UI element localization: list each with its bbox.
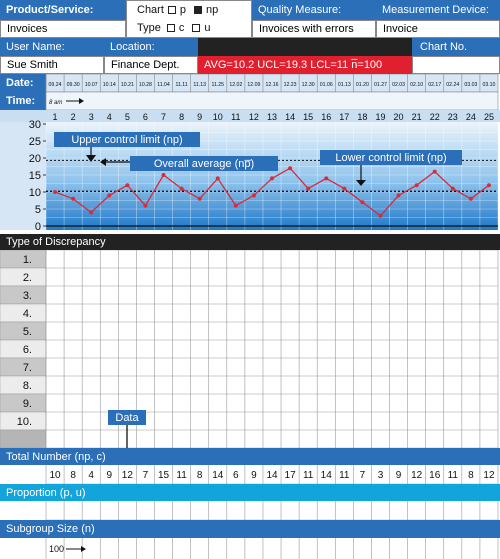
total-value: 11	[302, 470, 314, 481]
date-cell: 01.20	[355, 82, 369, 88]
column-number: 7	[161, 112, 167, 122]
column-number: 14	[285, 112, 296, 122]
date-cell: 12.02	[229, 82, 243, 88]
column-number: 19	[375, 112, 386, 122]
total-value: 9	[106, 470, 113, 481]
data-point	[107, 193, 111, 197]
row-number: 6.	[22, 344, 32, 356]
user-value: Sue Smith	[0, 56, 104, 74]
data-point	[324, 176, 328, 180]
data-point	[270, 176, 274, 180]
column-number: 1	[52, 112, 58, 122]
checkbox-c[interactable]	[167, 24, 175, 32]
type-opt-c: c	[178, 22, 185, 34]
total-value: 14	[266, 470, 278, 481]
column-number: 24	[465, 112, 476, 122]
data-point	[89, 210, 93, 214]
y-tick-label: 10	[28, 187, 41, 199]
y-tick-label: 0	[34, 221, 41, 230]
column-number: 11	[231, 112, 241, 122]
column-number: 12	[248, 112, 259, 122]
data-point	[378, 214, 382, 218]
proportion-label: Proportion (p, u)	[0, 484, 500, 501]
product-value: Invoices	[0, 20, 126, 38]
date-cell: 11.04	[157, 82, 170, 88]
data-point	[342, 187, 346, 191]
data-point	[469, 197, 473, 201]
column-number: 20	[393, 112, 404, 122]
row-number: 5.	[22, 326, 32, 338]
total-value: 12	[411, 470, 423, 481]
total-value: 12	[483, 470, 495, 481]
total-value: 14	[212, 470, 224, 481]
total-value: 12	[121, 470, 133, 481]
date-cell: 01.13	[337, 82, 351, 88]
date-cell: 02.24	[446, 82, 460, 88]
date-cell: 03.03	[464, 82, 478, 88]
data-point	[180, 187, 184, 191]
total-value: 8	[70, 470, 76, 481]
date-cell: 11.25	[211, 82, 225, 88]
chart-opt-p: p	[179, 4, 187, 16]
chartno-value[interactable]	[412, 56, 500, 74]
y-tick-label: 25	[28, 136, 41, 148]
data-point	[433, 170, 437, 174]
row-number: 7.	[22, 362, 32, 374]
date-cell: 01.06	[319, 82, 333, 88]
column-number: 8	[179, 112, 185, 122]
type-opt-u: u	[204, 22, 211, 34]
time-value: 8 am	[49, 100, 63, 106]
device-value: Invoice	[376, 20, 500, 38]
column-number: 16	[321, 112, 332, 122]
column-number: 5	[124, 112, 130, 122]
user-label: User Name:	[0, 38, 104, 56]
dark-bar	[198, 38, 412, 56]
row-number: 8.	[22, 380, 32, 392]
date-cell: 12.23	[283, 82, 297, 88]
date-cell: 10.07	[84, 82, 98, 88]
row-number: 9.	[22, 398, 32, 410]
date-cell: 02.17	[428, 82, 442, 88]
time-label: Time:	[0, 92, 46, 110]
chart-opt-np: np	[206, 4, 219, 16]
date-cell: 02.03	[392, 82, 406, 88]
data-point	[234, 204, 238, 208]
date-cell: 12.09	[247, 82, 261, 88]
row-number: 10.	[16, 416, 32, 428]
data-grid	[0, 250, 500, 559]
checkbox-p[interactable]	[168, 6, 176, 14]
column-number: 4	[106, 112, 112, 122]
type-label: Type	[137, 22, 161, 34]
total-value: 16	[429, 470, 441, 481]
device-label: Measurement Device:	[376, 0, 500, 20]
date-label: Date:	[0, 74, 46, 92]
subgroup-value: 100	[49, 544, 65, 554]
total-value: 8	[468, 470, 474, 481]
date-cell: 09.24	[48, 82, 62, 88]
row-number: 4.	[22, 308, 32, 320]
data-callout: Data	[108, 410, 146, 425]
avg-annotation: Overall average (np̅)	[153, 158, 255, 170]
column-number: 25	[483, 112, 494, 122]
quality-value: Invoices with errors	[252, 20, 376, 38]
lcl-annotation: Lower control limit (np)	[335, 152, 447, 164]
row-number-cell	[0, 430, 46, 448]
column-number: 23	[447, 112, 458, 122]
data-point	[198, 197, 202, 201]
data-point	[216, 176, 220, 180]
data-point	[360, 200, 364, 204]
date-cell: 02.10	[410, 82, 424, 88]
total-value: 7	[359, 470, 366, 481]
date-cell: 09.30	[66, 82, 80, 88]
total-value: 9	[251, 470, 257, 481]
quality-label: Quality Measure:	[252, 0, 376, 20]
row-number: 1.	[22, 254, 32, 266]
date-cell: 03.10	[482, 82, 496, 88]
total-value: 15	[157, 470, 170, 481]
column-number: 2	[70, 112, 76, 122]
total-value: 14	[320, 470, 332, 481]
date-cell: 10.28	[138, 82, 152, 88]
subgroup-label: Subgroup Size (n)	[0, 520, 500, 538]
column-number: 22	[429, 112, 440, 122]
product-label: Product/Service:	[0, 0, 126, 20]
total-value: 9	[395, 470, 402, 481]
data-point	[143, 204, 147, 208]
chart-type-box	[126, 0, 252, 38]
data-point	[162, 173, 166, 177]
stats-bar: AVG=10.2 UCL=19.3 LCL=11 n̅=100	[198, 56, 412, 74]
total-value: 6	[233, 470, 239, 481]
data-point	[397, 193, 401, 197]
location-label: Location:	[104, 38, 198, 56]
total-label: Total Number (np, c)	[0, 448, 500, 465]
data-point	[487, 183, 491, 187]
discrepancy-title: Type of Discrepancy	[0, 234, 500, 250]
total-value: 4	[88, 470, 94, 481]
total-value: 11	[176, 470, 187, 481]
checkbox-np[interactable]	[194, 6, 202, 14]
chart-label: Chart	[137, 4, 164, 16]
total-value: 17	[284, 470, 296, 481]
total-value: 11	[339, 470, 350, 481]
date-cell: 12.16	[265, 82, 279, 88]
column-number: 3	[88, 112, 94, 122]
total-value: 3	[377, 470, 384, 481]
y-tick-label: 15	[28, 170, 41, 182]
row-number: 3.	[22, 290, 32, 302]
time-row	[46, 92, 498, 110]
y-tick-label: 30	[28, 119, 41, 131]
date-cell: 11.11	[175, 82, 188, 88]
column-number: 18	[357, 112, 368, 122]
data-point	[125, 183, 129, 187]
total-value: 8	[196, 470, 203, 481]
column-number: 21	[411, 112, 422, 122]
data-point	[53, 190, 57, 194]
column-number: 17	[339, 112, 350, 122]
checkbox-u[interactable]	[192, 24, 200, 32]
date-cell: 10.14	[102, 82, 116, 88]
data-point	[252, 193, 256, 197]
y-tick-label: 5	[34, 204, 41, 216]
column-number: 6	[142, 112, 148, 122]
data-point	[415, 183, 419, 187]
date-cell: 12.30	[301, 82, 315, 88]
control-chart	[0, 74, 500, 230]
y-tick-label: 20	[28, 153, 41, 165]
data-point	[306, 187, 310, 191]
column-number: 10	[212, 112, 223, 122]
data-point	[71, 197, 75, 201]
location-value: Finance Dept.	[104, 56, 198, 74]
row-number: 2.	[22, 272, 32, 284]
data-point	[451, 187, 455, 191]
total-value: 10	[49, 470, 61, 481]
arrow-icon	[81, 546, 86, 552]
total-value: 7	[142, 470, 149, 481]
total-value: 11	[447, 470, 458, 481]
column-number: 13	[266, 112, 278, 122]
data-point	[288, 166, 292, 170]
column-number: 15	[303, 112, 314, 122]
date-cell: 10.21	[120, 82, 134, 88]
date-cell: 01.27	[373, 82, 387, 88]
column-number: 9	[197, 112, 203, 122]
chartno-label: Chart No.	[412, 38, 500, 56]
date-cell: 11.13	[193, 82, 206, 88]
ucl-annotation: Upper control limit (np)	[71, 134, 183, 146]
